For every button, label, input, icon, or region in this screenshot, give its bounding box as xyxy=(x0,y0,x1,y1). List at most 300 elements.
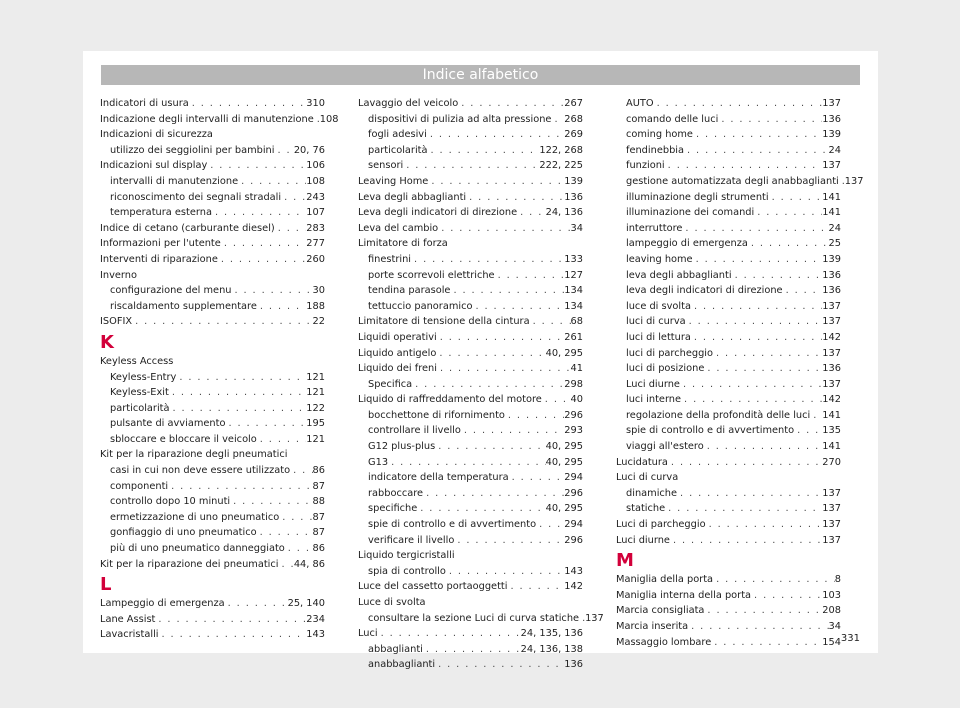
index-subentry xyxy=(616,377,841,393)
index-entry xyxy=(358,190,583,206)
dot-leader xyxy=(691,299,822,315)
entry-page-ref: 294 xyxy=(564,519,583,531)
entry-term: luci di posizione xyxy=(626,363,705,375)
index-entry xyxy=(616,603,841,619)
index-entry xyxy=(358,626,583,642)
entry-page-ref: 137 xyxy=(822,534,841,546)
dot-leader xyxy=(132,314,312,330)
entry-page-ref: 24 xyxy=(828,222,841,234)
entry-term: Luci diurne xyxy=(616,534,670,546)
index-subentry xyxy=(616,423,841,439)
index-subentry xyxy=(616,252,841,268)
index-heading: Luci di curva xyxy=(616,472,679,484)
entry-term: illuminazione dei comandi xyxy=(626,207,755,219)
dot-leader xyxy=(713,346,822,362)
entry-page-ref: 277 xyxy=(306,238,325,250)
entry-page-ref: 88 xyxy=(312,496,325,508)
entry-term: riscaldamento supplementare xyxy=(110,300,257,312)
entry-term: Kit per la riparazione dei pneumatici xyxy=(100,558,279,570)
entry-page-ref: 40, 295 xyxy=(545,347,583,359)
entry-term: casi in cui non deve essere utilizzato xyxy=(110,465,291,477)
index-subentry xyxy=(616,501,841,517)
dot-leader xyxy=(688,619,828,635)
entry-term: verificare il livello xyxy=(368,534,455,546)
entry-page-ref: 296 xyxy=(564,487,583,499)
entry-term: leaving home xyxy=(626,253,693,265)
entry-term: Marcia inserita xyxy=(616,621,689,632)
index-subentry xyxy=(616,392,841,408)
entry-page-ref: 127 xyxy=(564,269,583,281)
entry-page-ref: 87 xyxy=(312,511,325,523)
entry-term: Indicatori di usura xyxy=(100,98,189,109)
index-subentry xyxy=(100,143,325,159)
index-entry xyxy=(358,314,583,330)
index-subentry xyxy=(358,408,583,424)
dot-leader xyxy=(472,299,564,315)
dot-leader xyxy=(428,143,540,159)
index-heading: Indicazioni di sicurezza xyxy=(100,129,213,141)
index-entry xyxy=(358,96,583,112)
entry-term: Marcia consigliata xyxy=(616,605,705,617)
index-entry xyxy=(100,252,325,268)
index-subentry xyxy=(358,517,583,533)
entry-term: Lampeggio di emergenza xyxy=(100,598,225,610)
dot-leader xyxy=(212,205,306,221)
dot-leader xyxy=(232,283,313,299)
entry-term: interruttore xyxy=(626,222,683,234)
index-subentry xyxy=(100,432,325,448)
entry-term: Liquidi operativi xyxy=(358,331,437,343)
entry-page-ref: 222, 225 xyxy=(539,160,583,172)
entry-term: comando delle luci xyxy=(626,113,719,125)
dot-leader xyxy=(257,525,313,541)
entry-term: temperatura esterna xyxy=(110,207,212,219)
entry-page-ref: 143 xyxy=(306,629,325,641)
entry-term: luce di svolta xyxy=(626,300,691,312)
index-heading: Keyless Access xyxy=(100,355,174,367)
dot-leader xyxy=(189,96,307,112)
entry-term: spie di controllo e di avvertimento xyxy=(626,425,795,437)
index-subentry xyxy=(616,174,864,190)
entry-term: luci di lettura xyxy=(626,331,691,343)
index-entry xyxy=(100,236,325,252)
index-entry xyxy=(358,579,583,595)
dot-leader xyxy=(378,626,521,642)
entry-term: G12 plus-plus xyxy=(368,441,436,453)
entry-page-ref: 260 xyxy=(306,253,325,265)
index-entry xyxy=(616,588,841,604)
entry-page-ref: 133 xyxy=(564,253,583,265)
entry-term: rabboccare xyxy=(368,487,424,499)
dot-leader xyxy=(230,494,312,510)
index-subentry xyxy=(358,158,583,174)
entry-page-ref: 22 xyxy=(312,316,325,328)
entry-page-ref: 87 xyxy=(312,527,325,539)
dot-leader xyxy=(417,501,545,517)
entry-page-ref: 136 xyxy=(822,113,841,125)
dot-leader xyxy=(704,439,823,455)
dot-leader xyxy=(225,596,288,612)
entry-term: Luci xyxy=(358,628,378,640)
entry-term: fendinebbia xyxy=(626,144,685,156)
entry-page-ref: 142 xyxy=(822,331,841,343)
entry-term: Limitatore di tensione della cintura xyxy=(358,316,530,328)
dot-leader xyxy=(684,143,829,159)
entry-page-ref: 243 xyxy=(306,191,325,203)
index-subentry xyxy=(358,486,583,502)
index-entry xyxy=(100,96,325,112)
entry-page-ref: 24, 136, 138 xyxy=(520,643,583,655)
index-subentry xyxy=(358,439,583,455)
entry-page-ref: 208 xyxy=(822,605,841,617)
entry-term: configurazione del menu xyxy=(110,285,232,297)
entry-page-ref: 68 xyxy=(570,316,583,328)
entry-page-ref: 24 xyxy=(828,144,841,156)
dot-leader xyxy=(207,158,306,174)
index-subentry xyxy=(616,314,841,330)
dot-leader xyxy=(693,252,823,268)
dot-leader xyxy=(665,501,822,517)
dot-leader xyxy=(718,112,822,128)
entry-term: Lucidatura xyxy=(616,456,668,468)
entry-term: bocchettone di rifornimento xyxy=(368,409,505,421)
entry-page-ref: 137 xyxy=(822,487,841,499)
entry-page-ref: 154 xyxy=(822,636,841,648)
entry-page-ref: 136 xyxy=(822,285,841,297)
entry-term: Liquido dei freni xyxy=(358,363,437,375)
index-subentry xyxy=(100,174,325,190)
entry-page-ref: 136 xyxy=(564,659,583,671)
entry-page-ref: 40, 295 xyxy=(545,441,583,453)
entry-page-ref: 20, 76 xyxy=(293,144,325,156)
entry-term: Specifica xyxy=(368,378,413,390)
entry-term: coming home xyxy=(626,129,693,141)
entry-term: finestrini xyxy=(368,253,412,265)
entry-term: abbaglianti xyxy=(368,643,423,655)
entry-term: porte scorrevoli elettriche xyxy=(368,269,495,281)
entry-page-ref: 136 xyxy=(822,269,841,281)
entry-page-ref: 195 xyxy=(306,418,325,430)
entry-term: tettuccio panoramico xyxy=(368,300,473,312)
entry-term: Keyless-Entry xyxy=(110,371,177,383)
index-subentry xyxy=(358,470,583,486)
dot-leader xyxy=(810,408,822,424)
dot-leader xyxy=(704,361,822,377)
index-subentry xyxy=(100,283,325,299)
dot-leader xyxy=(769,190,823,206)
entry-page-ref: 25, 140 xyxy=(287,598,325,610)
index-subentry xyxy=(358,143,583,159)
dot-leader xyxy=(290,463,312,479)
entry-page-ref: 234 xyxy=(306,613,325,625)
entry-page-ref: 137 xyxy=(585,612,604,624)
index-entry xyxy=(616,455,841,471)
entry-page-ref: 270 xyxy=(822,456,841,468)
entry-page-ref: 139 xyxy=(822,253,841,265)
index-entry xyxy=(358,205,583,221)
index-entry xyxy=(100,314,325,330)
entry-page-ref: 298 xyxy=(564,378,583,390)
entry-page-ref: 24, 135, 136 xyxy=(520,628,583,640)
dot-leader xyxy=(155,612,306,628)
index-subentry xyxy=(358,611,604,627)
entry-page-ref: 141 xyxy=(822,441,841,453)
index-subentry xyxy=(616,205,841,221)
entry-page-ref: 86 xyxy=(312,543,325,555)
entry-page-ref: 137 xyxy=(822,503,841,515)
index-subentry xyxy=(100,525,325,541)
entry-term: regolazione della profondità delle luci xyxy=(626,409,811,421)
dot-leader xyxy=(668,455,822,471)
index-subentry xyxy=(358,657,583,673)
section-letter: L xyxy=(100,574,112,596)
entry-page-ref: 136 xyxy=(822,363,841,375)
dot-leader xyxy=(218,252,306,268)
entry-term: indicatore della temperatura xyxy=(368,472,509,484)
index-subentry xyxy=(100,299,325,315)
entry-term: lampeggio di emergenza xyxy=(626,238,748,250)
entry-term: Informazioni per l'utente xyxy=(100,238,221,250)
entry-page-ref: 137 xyxy=(822,347,841,359)
dot-leader xyxy=(654,96,823,112)
index-subentry xyxy=(358,455,583,471)
entry-page-ref: 44, 86 xyxy=(293,558,325,570)
dot-leader xyxy=(169,385,306,401)
dot-leader xyxy=(279,510,312,526)
dot-leader xyxy=(454,533,564,549)
entry-term: fogli adesivi xyxy=(368,129,427,141)
index-subentry xyxy=(616,143,841,159)
entry-term: dinamiche xyxy=(626,487,678,499)
index-subentry xyxy=(616,190,841,206)
index-subentry xyxy=(100,416,325,432)
entry-term: Luce del cassetto portaoggetti xyxy=(358,581,508,593)
entry-page-ref: 142 xyxy=(822,394,841,406)
entry-term: sbloccare e bloccare il veicolo xyxy=(110,433,257,445)
entry-page-ref: 122, 268 xyxy=(539,144,583,156)
entry-term: statiche xyxy=(626,503,666,515)
dot-leader xyxy=(403,158,539,174)
entry-page-ref: 121 xyxy=(306,371,325,383)
entry-term: sensori xyxy=(368,160,404,172)
entry-page-ref: 25 xyxy=(828,238,841,250)
entry-term: gestione automatizzata degli anabbaglianti xyxy=(626,175,839,187)
entry-page-ref: 108 xyxy=(306,175,325,187)
dot-leader xyxy=(450,283,564,299)
entry-term: riconoscimento dei segnali stradali xyxy=(110,191,282,203)
index-subentry xyxy=(616,127,841,143)
entry-term: tendina parasole xyxy=(368,285,451,297)
entry-page-ref: 261 xyxy=(564,331,583,343)
index-entry xyxy=(100,627,325,643)
dot-leader xyxy=(159,627,307,643)
entry-term: spia di controllo xyxy=(368,565,446,577)
entry-page-ref: 34 xyxy=(828,621,841,632)
dot-leader xyxy=(257,299,306,315)
entry-term: luci interne xyxy=(626,394,682,406)
dot-leader xyxy=(411,252,564,268)
dot-leader xyxy=(783,283,823,299)
index-entry xyxy=(616,619,841,635)
index-heading: Liquido tergicristalli xyxy=(358,550,455,562)
entry-term: Leva degli indicatori di direzione xyxy=(358,207,518,219)
dot-leader xyxy=(751,588,822,604)
entry-term: Indicazioni sul display xyxy=(100,160,208,172)
dot-leader xyxy=(711,635,822,651)
index-entry xyxy=(616,635,841,651)
entry-term: più di uno pneumatico danneggiato xyxy=(110,543,285,555)
dot-leader xyxy=(275,221,307,237)
section-letter: K xyxy=(100,331,114,353)
index-entry xyxy=(358,392,583,408)
entry-term: Massaggio lombare xyxy=(616,636,712,648)
entry-page-ref: 143 xyxy=(564,565,583,577)
entry-page-ref: 134 xyxy=(564,300,583,312)
dot-leader xyxy=(388,455,546,471)
dot-leader xyxy=(706,517,823,533)
index-entry xyxy=(358,221,583,237)
dot-leader xyxy=(412,377,564,393)
index-entry xyxy=(100,612,325,628)
entry-page-ref: 310 xyxy=(306,98,325,109)
index-entry xyxy=(100,112,339,128)
index-subentry xyxy=(100,190,325,206)
entry-page-ref: 137 xyxy=(822,519,841,531)
entry-term: controllo dopo 10 minuti xyxy=(110,496,231,508)
index-subentry xyxy=(358,299,583,315)
dot-leader xyxy=(225,416,306,432)
entry-term: Leva degli abbaglianti xyxy=(358,191,467,203)
dot-leader xyxy=(704,603,822,619)
index-entry xyxy=(616,533,841,549)
index-subentry xyxy=(100,370,325,386)
index-subentry xyxy=(616,486,841,502)
index-subentry xyxy=(616,408,841,424)
dot-leader xyxy=(530,314,571,330)
entry-term: Interventi di riparazione xyxy=(100,253,218,265)
index-page xyxy=(83,51,878,671)
index-subentry xyxy=(616,346,841,362)
dot-leader xyxy=(275,143,294,159)
entry-page-ref: 8 xyxy=(834,574,841,586)
entry-term: Liquido antigelo xyxy=(358,347,437,359)
entry-term: Liquido di raffreddamento del motore xyxy=(358,394,542,406)
index-subentry xyxy=(100,541,325,557)
entry-page-ref: 268 xyxy=(564,113,583,125)
entry-page-ref: 106 xyxy=(306,160,325,172)
dot-leader xyxy=(435,439,545,455)
entry-page-ref: 293 xyxy=(564,425,583,437)
entry-page-ref: 137 xyxy=(822,98,841,109)
entry-term: Lane Assist xyxy=(100,613,156,625)
entry-page-ref: 137 xyxy=(822,316,841,328)
index-entry xyxy=(100,221,325,237)
entry-page-ref: 134 xyxy=(564,285,583,297)
entry-page-ref: 267 xyxy=(564,98,583,109)
entry-term: AUTO xyxy=(626,98,654,109)
index-subentry xyxy=(358,127,583,143)
entry-page-ref: 296 xyxy=(564,534,583,546)
entry-page-ref: 87 xyxy=(312,480,325,492)
dot-leader xyxy=(691,330,822,346)
index-subentry xyxy=(358,112,583,128)
dot-leader xyxy=(509,470,565,486)
dot-leader xyxy=(281,190,306,206)
dot-leader xyxy=(551,112,564,128)
entry-term: intervalli di manutenzione xyxy=(110,175,239,187)
entry-page-ref: 30 xyxy=(312,285,325,297)
entry-term: funzioni xyxy=(626,160,665,172)
dot-leader xyxy=(665,158,823,174)
entry-term: Leva del cambio xyxy=(358,222,439,234)
index-subentry xyxy=(100,205,325,221)
entry-term: gonfiaggio di uno pneumatico xyxy=(110,527,257,539)
index-column-1 xyxy=(100,96,339,643)
entry-term: Indicazione degli intervalli di manutenzione xyxy=(100,113,314,125)
entry-term: componenti xyxy=(110,480,169,492)
index-heading: Luce di svolta xyxy=(358,597,426,608)
dot-leader xyxy=(438,221,570,237)
entry-term: consultare la sezione Luci di curva statiche xyxy=(368,612,580,624)
index-subentry xyxy=(616,96,841,112)
entry-term: illuminazione degli strumenti xyxy=(626,191,769,203)
entry-term: ermetizzazione di uno pneumatico xyxy=(110,511,280,523)
index-entry xyxy=(100,557,325,573)
entry-term: utilizzo dei seggiolini per bambini xyxy=(110,144,275,156)
entry-page-ref: 108 xyxy=(319,113,339,125)
dot-leader xyxy=(732,268,823,284)
entry-term: Leaving Home xyxy=(358,175,429,187)
entry-term: particolarità xyxy=(368,144,428,156)
dot-leader xyxy=(435,657,564,673)
dot-leader xyxy=(748,236,829,252)
index-heading: Limitatore di forza xyxy=(358,238,448,250)
dot-leader xyxy=(446,564,564,580)
index-subentry xyxy=(616,361,841,377)
entry-term: dispositivi di pulizia ad alta pressione xyxy=(368,113,552,125)
index-entry xyxy=(616,572,841,588)
index-subentry xyxy=(100,494,325,510)
entry-term: Lavaggio del veicolo xyxy=(358,98,459,109)
entry-page-ref: 122 xyxy=(306,402,325,414)
index-subentry xyxy=(358,642,583,658)
index-entry xyxy=(358,361,583,377)
dot-leader xyxy=(507,579,564,595)
index-entry xyxy=(358,174,583,190)
entry-page-ref: 135 xyxy=(822,425,841,437)
entry-term: ISOFIX xyxy=(100,316,133,328)
dot-leader xyxy=(682,221,828,237)
dot-leader xyxy=(437,330,565,346)
entry-term: leva degli abbaglianti xyxy=(626,269,732,281)
index-subentry xyxy=(616,283,841,299)
dot-leader xyxy=(168,479,312,495)
entry-term: Indice di cetano (carburante diesel) xyxy=(100,222,275,234)
index-heading: Inverno xyxy=(100,269,137,281)
page-number: 331 xyxy=(840,633,860,644)
entry-term: particolarità xyxy=(110,402,170,414)
index-entry xyxy=(358,346,583,362)
dot-leader xyxy=(794,423,822,439)
index-subentry xyxy=(358,268,583,284)
entry-term: anabbaglianti xyxy=(368,659,436,671)
entry-page-ref: 142 xyxy=(564,581,583,593)
index-subentry xyxy=(100,401,325,417)
index-entry xyxy=(100,158,325,174)
entry-page-ref: 41 xyxy=(570,363,583,375)
dot-leader xyxy=(680,377,822,393)
index-subentry xyxy=(358,283,583,299)
